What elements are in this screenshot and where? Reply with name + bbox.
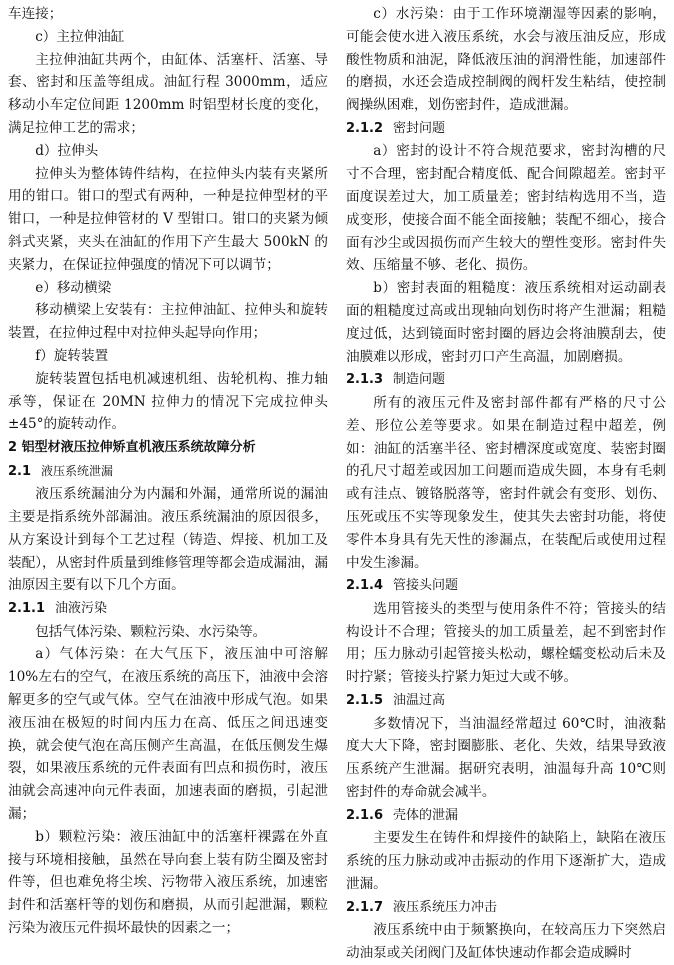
paragraph-moving-beam: 移动横梁上安装有：主拉伸油缸、拉伸头和旋转装置，在拉伸过程中对拉伸头起导向作用； <box>8 302 328 342</box>
section-number: 2.1 <box>8 463 32 479</box>
section-title: 液压系统泄漏 <box>41 463 114 478</box>
section-heading-2-1-7 <box>346 896 666 920</box>
item-heading-d: d）拉伸头 <box>35 142 99 159</box>
section-title: 油温过高 <box>393 693 446 709</box>
paragraph-seal-design: a）密封的设计不符合规范要求，密封沟槽的尺寸不合理，密封配合精度低、配合间隙超差。密封平面度误差过大，加工质量差；密封结构选用不当，造成变形，使接合面不能全面接触；装配不细心，接合面有沙尘或因损伤而产生较大的塑性变形。密封件失效、压缩量不够、老化、损伤。 <box>346 143 666 274</box>
section-heading-2-1-2 <box>346 117 666 141</box>
section-number: 2.1.7 <box>346 899 384 915</box>
section-title: 液压系统压力冲击 <box>393 899 498 915</box>
paragraph-oil-temperature: 多数情况下，当油温经常超过 60℃时，油液黏度大大下降，密封圈膨胀、老化、失效，结果导致液压系统产生泄漏。据研究表明，油温每升高 10℃则密封件的寿命就会减半。 <box>346 715 666 800</box>
paragraph-continuation: 车连接； <box>8 6 63 22</box>
section-heading-2-1-1 <box>8 597 328 621</box>
section-heading-2-1 <box>8 460 328 484</box>
paragraph-housing-leak: 主要发生在铸件和焊接件的缺陷上，缺陷在液压系统的压力脉动或冲击振动的作用下逐渐扩大，造成泄漏。 <box>346 830 666 892</box>
section-title: 密封问题 <box>393 120 446 136</box>
section-number: 2.1.3 <box>346 372 384 388</box>
paragraph-gas-contamination: a）气体污染：在大气压下，液压油中可溶解 10%左右的空气，在液压系统的高压下，油液中会溶解更多的空气或气体。空气在油液中形成气泡。如果液压油在极短的时间内压力在高、低压之间迅速变换，就会使气泡在高压侧产生高温，在低压侧发生爆裂，如果液压系统的元件表面有凹点和损伤时，液压油就会高速冲向元件表面，加速表面的磨损，引起泄漏； <box>8 646 328 822</box>
paragraph-stretch-head: 拉伸头为整体铸件结构，在拉伸头内装有夹紧所用的钳口。钳口的型式有两种，一种是拉伸型材的平钳口，一种是拉伸管材的 V 型钳口。钳口的夹紧为倾斜式夹紧，夹头在油缸的作用下产生最大 500kN 的夹紧力，在保证拉伸强度的情况下可以调节； <box>8 165 328 273</box>
section-title: 壳体的泄漏 <box>393 807 459 823</box>
paragraph-water-contamination: c）水污染：由于工作环境潮湿等因素的影响，可能会使水进入液压系统，水会与液压油反应，形成酸性物质和油泥，降低液压油的润滑性能，加速部件的磨损，水还会造成控制阀的阀杆发生粘结，使控制阀操纵困难，划伤密封件，造成泄漏。 <box>346 6 666 114</box>
left-column <box>8 3 328 940</box>
section-heading-2-1-6 <box>346 804 666 828</box>
section-number: 2.1.4 <box>346 578 384 594</box>
section-heading-2: 2 铝型材液压拉伸矫直机液压系统故障分析 <box>8 440 256 456</box>
section-title: 制造问题 <box>393 372 446 388</box>
section-number: 2.1.1 <box>8 601 46 617</box>
paragraph-leakage-intro: 液压系统漏油分为内漏和外漏，通常所说的漏油主要是指系统外部漏油。液压系统漏油的原因很多，从方案设计到每个工艺过程（铸造、焊接、机加工及装配），从密封件质量到维修管理等都会造成漏油，漏油原因主要有以下几个方面。 <box>8 486 328 594</box>
paragraph-seal-roughness: b）密封表面的粗糙度：液压系统相对运动副表面的粗糙度过高或出现轴向划伤时将产生泄漏；粗糙度过低，达到镜面时密封圈的唇边会将油膜刮去，使油膜难以形成，密封刃口产生高温，加剧磨损。 <box>346 280 666 365</box>
paragraph-pressure-shock: 液压系统中由于频繁换向，在较高压力下突然启动油泵或关闭阀门及缸体快速动作都会造成瞬时 <box>346 922 666 961</box>
item-heading-c: c）主拉伸油缸 <box>35 28 125 45</box>
section-title: 管接头问题 <box>393 578 459 594</box>
item-heading-f: f）旋转装置 <box>35 347 109 364</box>
paragraph-main-cylinder: 主拉伸油缸共两个，由缸体、活塞杆、活塞、导套、密封和压盖等组成。油缸行程 3000mm，适应移动小车定位间距 1200mm 时铝型材长度的变化，满足拉伸工艺的需求； <box>8 51 328 136</box>
section-heading-2-1-4 <box>346 574 666 598</box>
section-number: 2.1.6 <box>346 807 384 823</box>
section-heading-2-1-3 <box>346 368 666 392</box>
paragraph-rotation-device: 旋转装置包括电机减速机组、齿轮机构、推力轴承等，保证在 20MN 拉伸力的情况下完成拉伸头±45°的旋转动作。 <box>8 370 328 433</box>
item-heading-e: e）移动横梁 <box>35 279 112 296</box>
section-number: 2.1.5 <box>346 693 384 709</box>
right-column <box>346 3 666 965</box>
paragraph-contamination: 包括气体污染、颗粒污染、水污染等。 <box>35 623 267 640</box>
section-title: 油液污染 <box>55 601 108 617</box>
paragraph-particle-contamination: b）颗粒污染：液压油缸中的活塞杆裸露在外直接与环境相接触，虽然在导向套上装有防尘圈及密封件等，但也难免将尘埃、污物带入液压系统，加速密封件和活塞杆等的划伤和磨损，从而引起泄漏，颗粒污染为液压元件损坏最快的因素之一； <box>8 828 328 936</box>
paragraph-manufacturing: 所有的液压元件及密封部件都有严格的尺寸公差、形位公差等要求。如果在制造过程中超差，例如：油缸的活塞半径、密封槽深度或宽度、装密封圈的孔尺寸超差或因加工问题而造成失圆，本身有毛刺或有洼点、镀铬脱落等，密封件就会有变形、划伤、压死或压不实等现象发生，使其失去密封功能，将使零件本身具有先天性的渗漏点，在装配后或使用过程中发生渗漏。 <box>346 394 666 571</box>
paragraph-pipe-joint: 选用管接头的类型与使用条件不符；管接头的结构设计不合理；管接头的加工质量差，起不到密封作用；压力脉动引起管接头松动，螺栓蠕变松动后未及时拧紧；管接头拧紧力矩过大或不够。 <box>346 600 666 686</box>
section-heading-2-1-5 <box>346 689 666 713</box>
section-number: 2.1.2 <box>346 120 384 136</box>
